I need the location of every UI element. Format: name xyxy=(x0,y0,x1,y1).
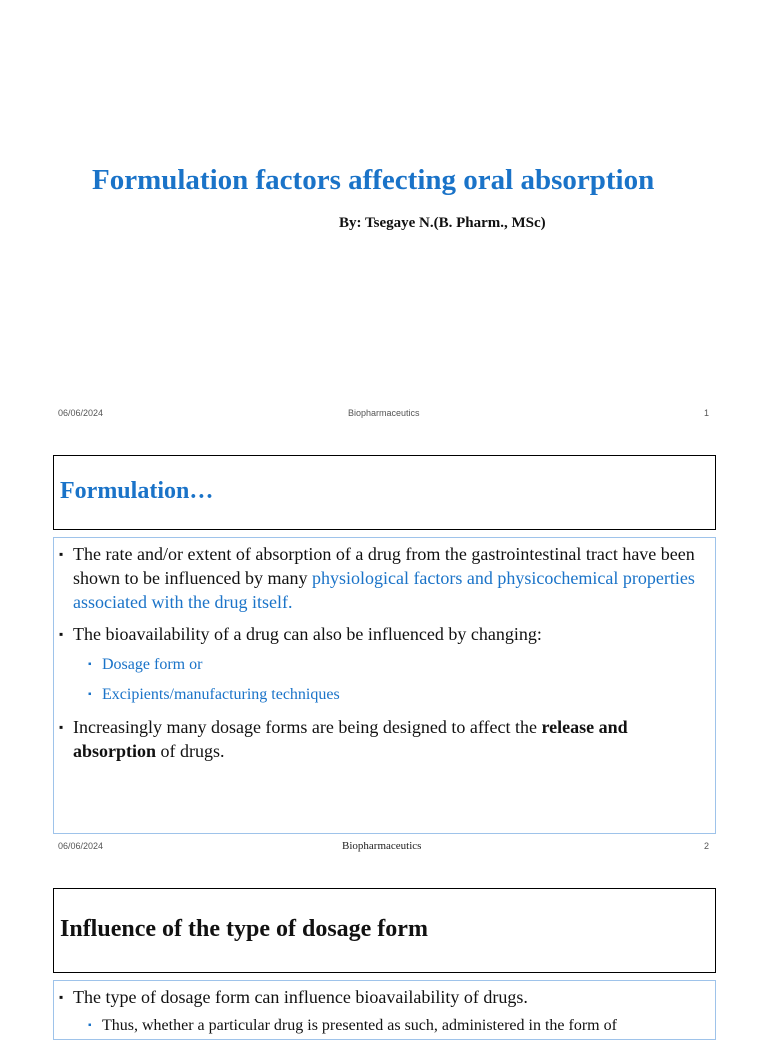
sub-bullet-marker: ▪ xyxy=(88,1020,92,1031)
slide2-sub-item-1-text: Dosage form or xyxy=(102,656,203,673)
slide3-content-box xyxy=(53,980,716,1040)
slide2-footer-date: 06/06/2024 xyxy=(58,841,104,851)
slide2-sub-item-2 xyxy=(88,684,688,706)
slide2-bullet-1-text: The rate and/or extent of absorption of a drug from the gastrointestinal tract have been shown to be influenced by many xyxy=(73,544,695,588)
slide3-title-box xyxy=(53,888,716,973)
slide2-bullet-3-bold: release and absorption xyxy=(73,717,628,761)
slide2-bullet-1 xyxy=(59,542,709,614)
slide2-sub-item-2-text: Excipients/manufacturing techniques xyxy=(102,686,340,703)
slide1-footer-date: 06/06/2024 xyxy=(58,408,104,418)
slide2-footer-page: 2 xyxy=(704,841,710,851)
slide2-bullet-3-text: Increasingly many dosage forms are being designed to affect the xyxy=(73,717,542,737)
slide2-bullet-1-highlight: physiological factors and physicochemical properties associated with the drug itself. xyxy=(73,568,695,612)
sub-bullet-marker: ▪ xyxy=(88,689,92,700)
slide3-sub-item-1 xyxy=(88,1015,708,1037)
slide3-bullet-1-text: The type of dosage form can influence bioavailability of drugs. xyxy=(73,987,528,1007)
slide2-bullet-2 xyxy=(59,622,709,646)
slide3-title: Influence of the type of dosage form xyxy=(60,916,428,942)
slide3-bullet-1 xyxy=(59,985,709,1009)
slide2-footer-center: Biopharmaceutics xyxy=(342,840,422,852)
slide2-bullet-3-tail: of drugs. xyxy=(156,741,225,761)
slide2-title: Formulation… xyxy=(60,478,214,504)
sub-bullet-marker: ▪ xyxy=(88,659,92,670)
slide1-title: Formulation factors affecting oral absorption xyxy=(92,164,655,196)
slide2-bullet-3 xyxy=(59,715,709,763)
bullet-marker: ▪ xyxy=(59,627,64,641)
slide2-content-box xyxy=(53,537,716,834)
bullet-marker: ▪ xyxy=(59,990,64,1004)
slide2-bullet-2-text: The bioavailability of a drug can also be influenced by changing: xyxy=(73,624,542,644)
bullet-marker: ▪ xyxy=(59,720,64,734)
slide3-sub-item-1-text: Thus, whether a particular drug is presented as such, administered in the form of xyxy=(102,1017,617,1034)
slide1-footer-center: Biopharmaceutics xyxy=(348,408,420,418)
slide2-title-box xyxy=(53,455,716,530)
slide2-sub-item-1 xyxy=(88,654,688,676)
bullet-marker: ▪ xyxy=(59,547,64,561)
slide1-author: By: Tsegaye N.(B. Pharm., MSc) xyxy=(339,215,546,231)
slide1-footer-page: 1 xyxy=(704,408,710,418)
